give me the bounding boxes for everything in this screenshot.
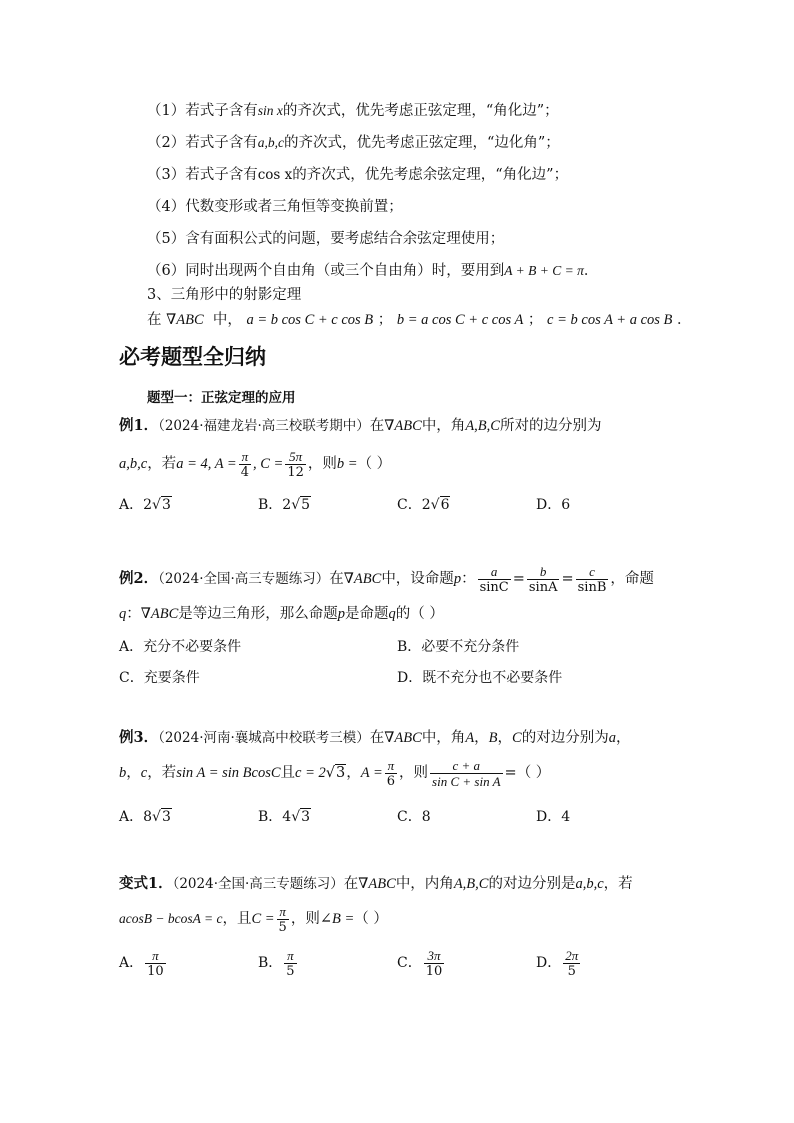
rule-4: （4）代数变形或者三角恒等变换前置； <box>147 199 403 215</box>
example-2-option-a[interactable]: A．充分不必要条件 <box>119 639 242 655</box>
rule-1: （1）若式子含有sin x的齐次式，优先考虑正弦定理，“角化边”； <box>147 103 559 119</box>
sqrt-symbol: √3 <box>291 809 311 825</box>
rule-6: （6）同时出现两个自由角（或三个自由角）时，要用到A + B + C = π． <box>147 263 599 279</box>
sqrt-symbol: √6 <box>430 497 450 513</box>
variant-1-option-c[interactable]: C． $\frac{3\pi}{10}$ <box>397 947 443 979</box>
example-2-option-c[interactable]: C．充要条件 <box>119 670 200 686</box>
fraction: $\frac{\pi}{10}$ <box>147 947 164 979</box>
example-2-line-1: 例2．（2024·全国·高三专题练习）在∇ABC中，设命题p： $\frac{a}{\sin C}$ = $\frac{b}{\sin A}$ = $\frac{c}{\sin B}$ ，命题 <box>119 563 654 595</box>
example-3-line-1: 例3．（2024·河南·襄城高中校联考三模）在∇ABC中，角A，B，C的对边分别为a， <box>119 729 631 746</box>
fraction: $\frac{\pi}{4}$ <box>240 448 249 480</box>
fraction: $\frac{c + a}{\text{sin C + sin A}}$ <box>432 757 501 789</box>
section-title: 必考题型全归纳 <box>119 345 266 369</box>
variant-1-line-2: acosB − bcosA = c，且C = $\frac{\pi}{5}$ ，则∠B =（ ） <box>119 903 388 935</box>
fraction: $\frac{b}{\sin A}$ <box>528 563 558 595</box>
variant-1-option-d[interactable]: D． $\frac{2\pi}{5}$ <box>536 947 579 979</box>
fraction: $\frac{\pi}{5}$ <box>278 903 287 935</box>
fraction: $\frac{2\pi}{5}$ <box>565 947 579 979</box>
sqrt-symbol: √3 <box>152 809 171 825</box>
example-1-line-1: 例1．（2024·福建龙岩·高三校联考期中）在∇ABC中，角A,B,C所对的边分别为 <box>119 417 602 434</box>
variant-1-option-b[interactable]: B． $\frac{\pi}{5}$ <box>258 947 295 979</box>
projection-formulas: 在 ∇ABC 中， a = b cos C + c cos B ； b = a cos C + c cos A ； c = b cos A + a cos B ． <box>147 312 692 328</box>
example-3-option-a[interactable]: A．8√3 <box>119 809 171 825</box>
example-1-option-a[interactable]: A．2√3 <box>119 497 171 513</box>
fraction: $\frac{\pi}{5}$ <box>286 947 295 979</box>
example-3-option-b[interactable]: B．4√3 <box>258 809 311 825</box>
fraction: $\frac{5\pi}{12}$ <box>287 448 304 480</box>
sqrt-symbol: √3 <box>325 765 346 781</box>
fraction: $\frac{c}{\sin B}$ <box>577 563 607 595</box>
fraction: $\frac{3\pi}{10}$ <box>425 947 443 979</box>
sqrt-symbol: √3 <box>152 497 171 513</box>
rule-2: （2）若式子含有a,b,c的齐次式，优先考虑正弦定理，“边化角”； <box>147 135 560 151</box>
variant-1-option-a[interactable]: A． $\frac{\pi}{10}$ <box>119 947 164 979</box>
rule-3: （3）若式子含有cos x的齐次式，优先考虑余弦定理，“角化边”； <box>147 167 569 183</box>
example-3-option-c[interactable]: C．8 <box>397 809 431 825</box>
example-2-option-d[interactable]: D．既不充分也不必要条件 <box>397 670 563 686</box>
example-1-option-c[interactable]: C．2√6 <box>397 497 450 513</box>
example-3-option-d[interactable]: D．4 <box>536 809 571 825</box>
example-1-option-d[interactable]: D．6 <box>536 497 571 513</box>
example-3-line-2: b，c，若sin A = sin BcosC且c = 2√3，A = $\frac{\pi}{6}$ ，则 $\frac{c + a}{\text{sin C + sin A}}$ =（ ） <box>119 757 551 789</box>
sqrt-symbol: √5 <box>291 497 311 513</box>
fraction: $\frac{a}{\sin C}$ <box>479 563 509 595</box>
fraction: $\frac{\pi}{6}$ <box>386 757 396 789</box>
variant-1-line-1: 变式1．（2024·全国·高三专题练习）在∇ABC中，内角A,B,C的对边分别是a,b,c，若 <box>119 875 633 892</box>
example-1-line-2: a,b,c，若a = 4, A = $\frac{\pi}{4}$ , C = $\frac{5\pi}{12}$ ，则b =（ ） <box>119 448 392 480</box>
example-1-option-b[interactable]: B．2√5 <box>258 497 311 513</box>
rule-5: （5）含有面积公式的问题，要考虑结合余弦定理使用； <box>147 231 505 247</box>
example-2-line-2: q：∇ABC是等边三角形，那么命题p是命题q的（ ） <box>119 606 444 622</box>
example-2-option-b[interactable]: B．必要不充分条件 <box>397 639 520 655</box>
projection-heading: 3、三角形中的射影定理 <box>147 287 302 303</box>
question-type-title: 题型一：正弦定理的应用 <box>147 390 296 406</box>
